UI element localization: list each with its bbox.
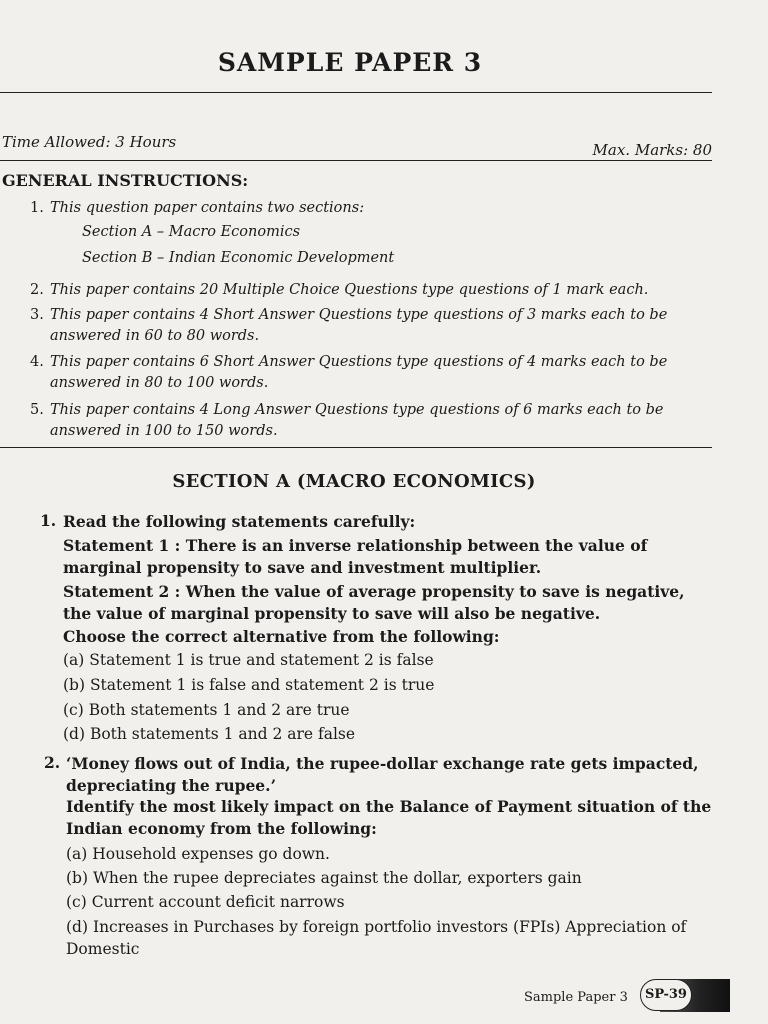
page-number-badge: SP-39 bbox=[640, 979, 692, 1011]
time-allowed: Time Allowed: 3 Hours bbox=[2, 133, 177, 151]
title-rule bbox=[0, 92, 712, 93]
question-prompt: Choose the correct alternative from the following: bbox=[63, 627, 500, 646]
option-c: (c) Both statements 1 and 2 are true bbox=[63, 701, 350, 719]
option-a: (a) Household expenses go down. bbox=[66, 845, 330, 863]
instructions-rule bbox=[0, 447, 712, 448]
question-text: ‘Money flows out of India, the rupee-dollar exchange rate gets impacted, depreciating the rupee.’ bbox=[66, 754, 699, 795]
option-a: (a) Statement 1 is true and statement 2 is false bbox=[63, 651, 434, 669]
instruction-item: 3. This paper contains 4 Short Answer Questions type questions of 3 marks each to be answered in 60 to 80 words. bbox=[30, 307, 668, 344]
option-b: (b) When the rupee depreciates against the dollar, exporters gain bbox=[66, 869, 582, 887]
statement-2: Statement 2 : When the value of average propensity to save is negative, the value of marginal propensity to save will also be negative. bbox=[63, 582, 685, 623]
section-a-heading: SECTION A (MACRO ECONOMICS) bbox=[172, 471, 536, 492]
footer-label: Sample Paper 3 bbox=[524, 990, 628, 1005]
instruction-item: 1. This question paper contains two sections: bbox=[30, 200, 365, 216]
max-marks: Max. Marks: 80 bbox=[592, 141, 712, 159]
question-text: Read the following statements carefully: bbox=[63, 512, 416, 531]
instruction-item: 4. This paper contains 6 Short Answer Questions type questions of 4 marks each to be answered in 80 to 100 words. bbox=[30, 354, 668, 391]
question-number: 2. bbox=[44, 753, 61, 772]
page-title: SAMPLE PAPER 3 bbox=[217, 48, 483, 77]
instruction-item: 5. This paper contains 4 Long Answer Questions type questions of 6 marks each to be answered in 100 to 150 words. bbox=[30, 402, 664, 439]
section-a-note: Section A – Macro Economics bbox=[82, 224, 301, 240]
option-c: (c) Current account deficit narrows bbox=[66, 893, 345, 911]
section-b-note: Section B – Indian Economic Development bbox=[82, 250, 395, 266]
statement-1: Statement 1 : There is an inverse relationship between the value of marginal propensity to save and investment multiplier. bbox=[63, 536, 648, 577]
question-prompt: Identify the most likely impact on the Balance of Payment situation of the Indian economy from the following: bbox=[66, 797, 712, 838]
option-d: (d) Increases in Purchases by foreign portfolio investors (FPIs) Appreciation of Domestic bbox=[66, 918, 687, 958]
option-b: (b) Statement 1 is false and statement 2 is true bbox=[63, 676, 435, 694]
question-number: 1. bbox=[40, 511, 57, 530]
meta-rule bbox=[0, 160, 712, 161]
option-d: (d) Both statements 1 and 2 are false bbox=[63, 725, 356, 743]
general-instructions-heading: GENERAL INSTRUCTIONS: bbox=[2, 171, 249, 190]
instruction-item: 2. This paper contains 20 Multiple Choice Questions type questions of 1 mark each. bbox=[30, 282, 649, 298]
